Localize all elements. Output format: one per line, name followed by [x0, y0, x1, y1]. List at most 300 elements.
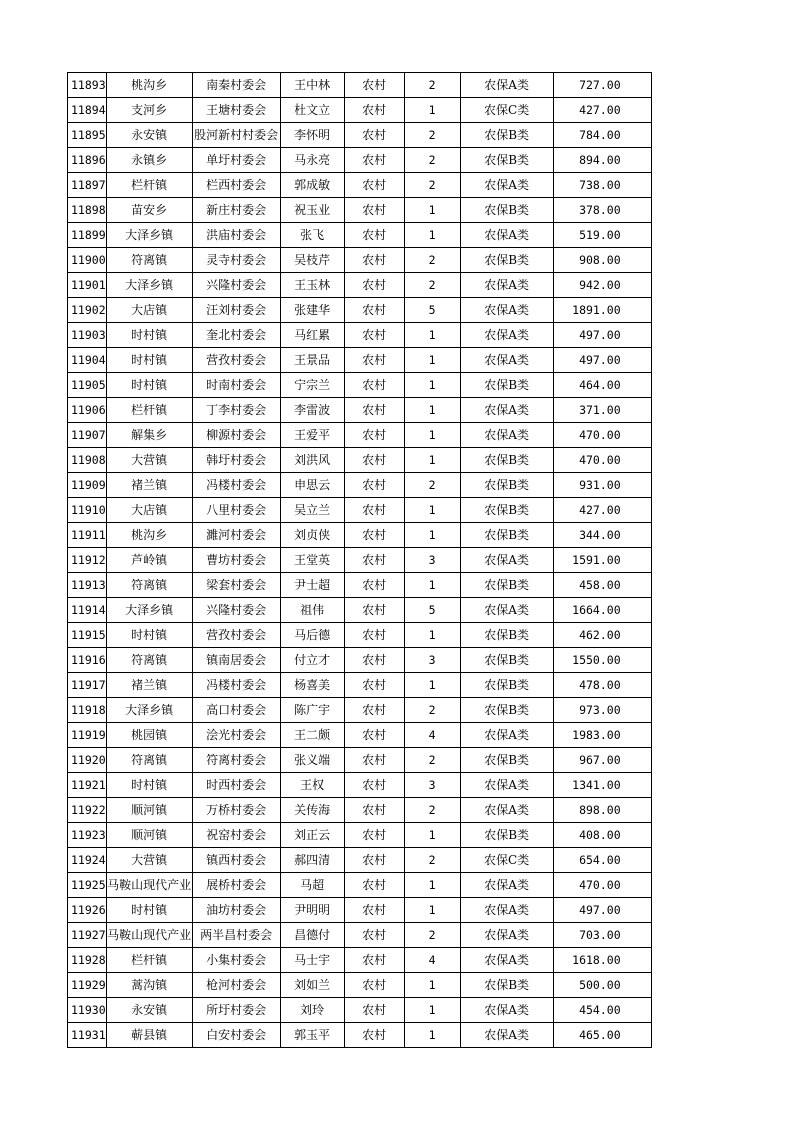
household-count-cell: 1: [404, 398, 460, 423]
village-committee-cell: 韩圩村委会: [192, 448, 280, 473]
person-name-cell: 刘贞侠: [280, 523, 344, 548]
township-cell: 时村镇: [106, 348, 192, 373]
amount-cell: 497.00: [553, 348, 651, 373]
table-row: [68, 423, 652, 448]
amount-cell: 454.00: [553, 998, 651, 1023]
record-id-cell: 11900: [68, 248, 107, 273]
household-count-cell: 1: [404, 498, 460, 523]
record-id-cell: 11895: [68, 123, 107, 148]
table-row: [68, 273, 652, 298]
residence-type-cell: 农村: [344, 273, 404, 298]
record-id-cell: 11894: [68, 98, 107, 123]
village-committee-cell: 冯楼村委会: [192, 473, 280, 498]
table-row: [68, 223, 652, 248]
township-cell: 桃沟乡: [106, 73, 192, 98]
insurance-category-cell: 农保C类: [460, 848, 553, 873]
person-name-cell: 王爱平: [280, 423, 344, 448]
person-name-cell: 郝四清: [280, 848, 344, 873]
insurance-category-cell: 农保B类: [460, 498, 553, 523]
amount-cell: 470.00: [553, 873, 651, 898]
table-row: [68, 798, 652, 823]
amount-cell: 908.00: [553, 248, 651, 273]
township-cell: 大店镇: [106, 498, 192, 523]
residence-type-cell: 农村: [344, 398, 404, 423]
amount-cell: 344.00: [553, 523, 651, 548]
amount-cell: 1591.00: [553, 548, 651, 573]
village-committee-cell: 汪刘村委会: [192, 298, 280, 323]
insurance-category-cell: 农保B类: [460, 373, 553, 398]
residence-type-cell: 农村: [344, 698, 404, 723]
insurance-category-cell: 农保B类: [460, 648, 553, 673]
household-count-cell: 1: [404, 673, 460, 698]
household-count-cell: 2: [404, 698, 460, 723]
amount-cell: 408.00: [553, 823, 651, 848]
record-id-cell: 11915: [68, 623, 107, 648]
household-count-cell: 2: [404, 798, 460, 823]
village-committee-cell: 南秦村委会: [192, 73, 280, 98]
residence-type-cell: 农村: [344, 673, 404, 698]
amount-cell: 931.00: [553, 473, 651, 498]
village-committee-cell: 小集村委会: [192, 948, 280, 973]
township-cell: 大泽乡镇: [106, 698, 192, 723]
insurance-category-cell: 农保A类: [460, 398, 553, 423]
household-count-cell: 1: [404, 998, 460, 1023]
residence-type-cell: 农村: [344, 123, 404, 148]
household-count-cell: 2: [404, 248, 460, 273]
person-name-cell: 陈广宇: [280, 698, 344, 723]
table-row: [68, 623, 652, 648]
township-cell: 解集乡: [106, 423, 192, 448]
household-count-cell: 1: [404, 348, 460, 373]
household-count-cell: 1: [404, 873, 460, 898]
residence-type-cell: 农村: [344, 98, 404, 123]
township-cell: 蕲县镇: [106, 1023, 192, 1048]
village-committee-cell: 镇南居委会: [192, 648, 280, 673]
residence-type-cell: 农村: [344, 898, 404, 923]
household-count-cell: 1: [404, 898, 460, 923]
residence-type-cell: 农村: [344, 223, 404, 248]
residence-type-cell: 农村: [344, 173, 404, 198]
insurance-category-cell: 农保B类: [460, 248, 553, 273]
record-id-cell: 11920: [68, 748, 107, 773]
amount-cell: 470.00: [553, 448, 651, 473]
residence-type-cell: 农村: [344, 823, 404, 848]
village-committee-cell: 展桥村委会: [192, 873, 280, 898]
record-id-cell: 11911: [68, 523, 107, 548]
amount-cell: 654.00: [553, 848, 651, 873]
record-id-cell: 11910: [68, 498, 107, 523]
village-committee-cell: 营孜村委会: [192, 348, 280, 373]
residence-type-cell: 农村: [344, 873, 404, 898]
record-id-cell: 11908: [68, 448, 107, 473]
table-row: [68, 398, 652, 423]
record-id-cell: 11922: [68, 798, 107, 823]
residence-type-cell: 农村: [344, 848, 404, 873]
amount-cell: 378.00: [553, 198, 651, 223]
household-count-cell: 3: [404, 773, 460, 798]
amount-cell: 497.00: [553, 323, 651, 348]
person-name-cell: 张建华: [280, 298, 344, 323]
insurance-category-cell: 农保A类: [460, 548, 553, 573]
village-committee-cell: 万桥村委会: [192, 798, 280, 823]
household-count-cell: 2: [404, 923, 460, 948]
household-count-cell: 3: [404, 648, 460, 673]
insurance-category-cell: 农保A类: [460, 898, 553, 923]
insurance-category-cell: 农保A类: [460, 1023, 553, 1048]
township-cell: 时村镇: [106, 623, 192, 648]
insurance-category-cell: 农保B类: [460, 973, 553, 998]
record-id-cell: 11904: [68, 348, 107, 373]
household-count-cell: 2: [404, 748, 460, 773]
person-name-cell: 尹明明: [280, 898, 344, 923]
amount-cell: 942.00: [553, 273, 651, 298]
insurance-category-cell: 农保A类: [460, 998, 553, 1023]
household-count-cell: 1: [404, 623, 460, 648]
amount-cell: 1341.00: [553, 773, 651, 798]
person-name-cell: 祖伟: [280, 598, 344, 623]
township-cell: 符离镇: [106, 248, 192, 273]
township-cell: 符离镇: [106, 573, 192, 598]
table-row: [68, 548, 652, 573]
township-cell: 马鞍山现代产业: [106, 923, 192, 948]
table-row: [68, 348, 652, 373]
record-id-cell: 11913: [68, 573, 107, 598]
township-cell: 大营镇: [106, 448, 192, 473]
household-count-cell: 4: [404, 723, 460, 748]
record-id-cell: 11902: [68, 298, 107, 323]
record-id-cell: 11905: [68, 373, 107, 398]
insurance-category-cell: 农保B类: [460, 673, 553, 698]
amount-cell: 738.00: [553, 173, 651, 198]
person-name-cell: 王堂英: [280, 548, 344, 573]
insurance-category-cell: 农保A类: [460, 173, 553, 198]
township-cell: 大店镇: [106, 298, 192, 323]
household-count-cell: 1: [404, 198, 460, 223]
residence-type-cell: 农村: [344, 723, 404, 748]
residence-type-cell: 农村: [344, 973, 404, 998]
record-id-cell: 11914: [68, 598, 107, 623]
village-committee-cell: 曹坊村委会: [192, 548, 280, 573]
person-name-cell: 王玉林: [280, 273, 344, 298]
person-name-cell: 关传海: [280, 798, 344, 823]
township-cell: 顺河镇: [106, 823, 192, 848]
township-cell: 时村镇: [106, 773, 192, 798]
household-count-cell: 2: [404, 473, 460, 498]
township-cell: 桃园镇: [106, 723, 192, 748]
insurance-category-cell: 农保A类: [460, 348, 553, 373]
record-id-cell: 11912: [68, 548, 107, 573]
residence-type-cell: 农村: [344, 598, 404, 623]
residence-type-cell: 农村: [344, 448, 404, 473]
village-committee-cell: 镇西村委会: [192, 848, 280, 873]
township-cell: 褚兰镇: [106, 673, 192, 698]
insurance-category-cell: 农保B类: [460, 473, 553, 498]
table-row: [68, 673, 652, 698]
person-name-cell: 刘洪风: [280, 448, 344, 473]
insurance-category-cell: 农保A类: [460, 223, 553, 248]
insurance-category-cell: 农保B类: [460, 823, 553, 848]
household-count-cell: 1: [404, 573, 460, 598]
residence-type-cell: 农村: [344, 923, 404, 948]
table-row: [68, 773, 652, 798]
township-cell: 永镇乡: [106, 148, 192, 173]
table-row: [68, 973, 652, 998]
township-cell: 桃沟乡: [106, 523, 192, 548]
record-id-cell: 11928: [68, 948, 107, 973]
person-name-cell: 刘如兰: [280, 973, 344, 998]
household-count-cell: 1: [404, 223, 460, 248]
household-count-cell: 1: [404, 98, 460, 123]
person-name-cell: 吴枝芹: [280, 248, 344, 273]
insurance-category-cell: 农保B类: [460, 198, 553, 223]
amount-cell: 894.00: [553, 148, 651, 173]
household-count-cell: 1: [404, 823, 460, 848]
household-count-cell: 5: [404, 298, 460, 323]
residence-type-cell: 农村: [344, 798, 404, 823]
record-id-cell: 11899: [68, 223, 107, 248]
table-row: [68, 823, 652, 848]
insurance-category-cell: 农保A类: [460, 323, 553, 348]
amount-cell: 1664.00: [553, 598, 651, 623]
person-name-cell: 宁宗兰: [280, 373, 344, 398]
table-row: [68, 873, 652, 898]
insurance-category-cell: 农保B类: [460, 573, 553, 598]
village-committee-cell: 枪河村委会: [192, 973, 280, 998]
person-name-cell: 申思云: [280, 473, 344, 498]
village-committee-cell: 浍光村委会: [192, 723, 280, 748]
person-name-cell: 张义端: [280, 748, 344, 773]
table-row: [68, 173, 652, 198]
record-id-cell: 11924: [68, 848, 107, 873]
insurance-category-cell: 农保A类: [460, 423, 553, 448]
person-name-cell: 李怀明: [280, 123, 344, 148]
record-id-cell: 11918: [68, 698, 107, 723]
household-count-cell: 1: [404, 423, 460, 448]
village-committee-cell: 油坊村委会: [192, 898, 280, 923]
township-cell: 永安镇: [106, 123, 192, 148]
village-committee-cell: 奎北村委会: [192, 323, 280, 348]
record-id-cell: 11930: [68, 998, 107, 1023]
table-row: [68, 523, 652, 548]
village-committee-cell: 濉河村委会: [192, 523, 280, 548]
household-count-cell: 1: [404, 323, 460, 348]
person-name-cell: 尹士超: [280, 573, 344, 598]
amount-cell: 727.00: [553, 73, 651, 98]
village-committee-cell: 柳源村委会: [192, 423, 280, 448]
amount-cell: 1550.00: [553, 648, 651, 673]
table-row: [68, 648, 652, 673]
village-committee-cell: 单圩村委会: [192, 148, 280, 173]
township-cell: 栏杆镇: [106, 173, 192, 198]
table-row: [68, 848, 652, 873]
table-row: [68, 748, 652, 773]
amount-cell: 478.00: [553, 673, 651, 698]
amount-cell: 464.00: [553, 373, 651, 398]
household-count-cell: 1: [404, 523, 460, 548]
village-committee-cell: 高口村委会: [192, 698, 280, 723]
amount-cell: 703.00: [553, 923, 651, 948]
amount-cell: 967.00: [553, 748, 651, 773]
household-count-cell: 2: [404, 848, 460, 873]
household-count-cell: 4: [404, 948, 460, 973]
insurance-category-cell: 农保B类: [460, 623, 553, 648]
residence-type-cell: 农村: [344, 373, 404, 398]
amount-cell: 784.00: [553, 123, 651, 148]
residence-type-cell: 农村: [344, 323, 404, 348]
record-id-cell: 11917: [68, 673, 107, 698]
township-cell: 符离镇: [106, 648, 192, 673]
household-count-cell: 2: [404, 173, 460, 198]
township-cell: 时村镇: [106, 323, 192, 348]
table-row: [68, 123, 652, 148]
residence-type-cell: 农村: [344, 548, 404, 573]
village-committee-cell: 冯楼村委会: [192, 673, 280, 698]
village-committee-cell: 八里村委会: [192, 498, 280, 523]
insurance-category-cell: 农保A类: [460, 273, 553, 298]
table-row: [68, 298, 652, 323]
village-committee-cell: 时南村委会: [192, 373, 280, 398]
residence-type-cell: 农村: [344, 348, 404, 373]
amount-cell: 1891.00: [553, 298, 651, 323]
residence-type-cell: 农村: [344, 948, 404, 973]
amount-cell: 1983.00: [553, 723, 651, 748]
record-id-cell: 11893: [68, 73, 107, 98]
insurance-category-cell: 农保B类: [460, 748, 553, 773]
household-count-cell: 2: [404, 123, 460, 148]
data-table: [67, 72, 652, 1048]
household-count-cell: 2: [404, 73, 460, 98]
township-cell: 顺河镇: [106, 798, 192, 823]
person-name-cell: 王中林: [280, 73, 344, 98]
table-row: [68, 248, 652, 273]
table-row: [68, 373, 652, 398]
table-row: [68, 448, 652, 473]
table-row: [68, 723, 652, 748]
residence-type-cell: 农村: [344, 198, 404, 223]
household-count-cell: 5: [404, 598, 460, 623]
township-cell: 马鞍山现代产业: [106, 873, 192, 898]
table-row: [68, 598, 652, 623]
table-row: [68, 323, 652, 348]
table-row: [68, 573, 652, 598]
township-cell: 符离镇: [106, 748, 192, 773]
village-committee-cell: 兴隆村委会: [192, 273, 280, 298]
record-id-cell: 11925: [68, 873, 107, 898]
household-count-cell: 1: [404, 448, 460, 473]
person-name-cell: 昌德付: [280, 923, 344, 948]
township-cell: 大泽乡镇: [106, 223, 192, 248]
township-cell: 栏杆镇: [106, 398, 192, 423]
insurance-category-cell: 农保B类: [460, 448, 553, 473]
residence-type-cell: 农村: [344, 498, 404, 523]
record-id-cell: 11926: [68, 898, 107, 923]
amount-cell: 371.00: [553, 398, 651, 423]
amount-cell: 497.00: [553, 898, 651, 923]
township-cell: 大营镇: [106, 848, 192, 873]
township-cell: 大泽乡镇: [106, 273, 192, 298]
person-name-cell: 马超: [280, 873, 344, 898]
insurance-category-cell: 农保A类: [460, 948, 553, 973]
record-id-cell: 11923: [68, 823, 107, 848]
township-cell: 蒿沟镇: [106, 973, 192, 998]
person-name-cell: 刘正云: [280, 823, 344, 848]
insurance-category-cell: 农保A类: [460, 73, 553, 98]
village-committee-cell: 兴隆村委会: [192, 598, 280, 623]
village-committee-cell: 丁李村委会: [192, 398, 280, 423]
township-cell: 永安镇: [106, 998, 192, 1023]
insurance-category-cell: 农保A类: [460, 298, 553, 323]
insurance-category-cell: 农保B类: [460, 698, 553, 723]
insurance-category-cell: 农保B类: [460, 123, 553, 148]
record-id-cell: 11901: [68, 273, 107, 298]
table-row: [68, 473, 652, 498]
household-count-cell: 1: [404, 973, 460, 998]
person-name-cell: 刘玲: [280, 998, 344, 1023]
table-row: [68, 898, 652, 923]
person-name-cell: 郭玉平: [280, 1023, 344, 1048]
table-row: [68, 198, 652, 223]
household-count-cell: 1: [404, 1023, 460, 1048]
township-cell: 支河乡: [106, 98, 192, 123]
record-id-cell: 11903: [68, 323, 107, 348]
township-cell: 芦岭镇: [106, 548, 192, 573]
table-row: [68, 148, 652, 173]
residence-type-cell: 农村: [344, 748, 404, 773]
person-name-cell: 王景品: [280, 348, 344, 373]
village-committee-cell: 洪庙村委会: [192, 223, 280, 248]
record-id-cell: 11897: [68, 173, 107, 198]
record-id-cell: 11929: [68, 973, 107, 998]
table-row: [68, 948, 652, 973]
amount-cell: 1618.00: [553, 948, 651, 973]
amount-cell: 519.00: [553, 223, 651, 248]
village-committee-cell: 所圩村委会: [192, 998, 280, 1023]
residence-type-cell: 农村: [344, 648, 404, 673]
residence-type-cell: 农村: [344, 1023, 404, 1048]
insurance-category-cell: 农保A类: [460, 723, 553, 748]
person-name-cell: 付立才: [280, 648, 344, 673]
table-row: [68, 998, 652, 1023]
residence-type-cell: 农村: [344, 623, 404, 648]
insurance-category-cell: 农保A类: [460, 873, 553, 898]
record-id-cell: 11916: [68, 648, 107, 673]
village-committee-cell: 梁套村委会: [192, 573, 280, 598]
insurance-category-cell: 农保A类: [460, 598, 553, 623]
village-committee-cell: 符离村委会: [192, 748, 280, 773]
table-body: [68, 73, 652, 1048]
record-id-cell: 11896: [68, 148, 107, 173]
household-count-cell: 1: [404, 373, 460, 398]
township-cell: 苗安乡: [106, 198, 192, 223]
residence-type-cell: 农村: [344, 298, 404, 323]
amount-cell: 462.00: [553, 623, 651, 648]
residence-type-cell: 农村: [344, 148, 404, 173]
township-cell: 时村镇: [106, 373, 192, 398]
residence-type-cell: 农村: [344, 573, 404, 598]
amount-cell: 427.00: [553, 498, 651, 523]
township-cell: 栏杆镇: [106, 948, 192, 973]
insurance-category-cell: 农保A类: [460, 923, 553, 948]
village-committee-cell: 两半昌村委会: [192, 923, 280, 948]
residence-type-cell: 农村: [344, 473, 404, 498]
amount-cell: 500.00: [553, 973, 651, 998]
person-name-cell: 马永亮: [280, 148, 344, 173]
insurance-category-cell: 农保C类: [460, 98, 553, 123]
amount-cell: 427.00: [553, 98, 651, 123]
person-name-cell: 马士宇: [280, 948, 344, 973]
person-name-cell: 李雷波: [280, 398, 344, 423]
amount-cell: 973.00: [553, 698, 651, 723]
